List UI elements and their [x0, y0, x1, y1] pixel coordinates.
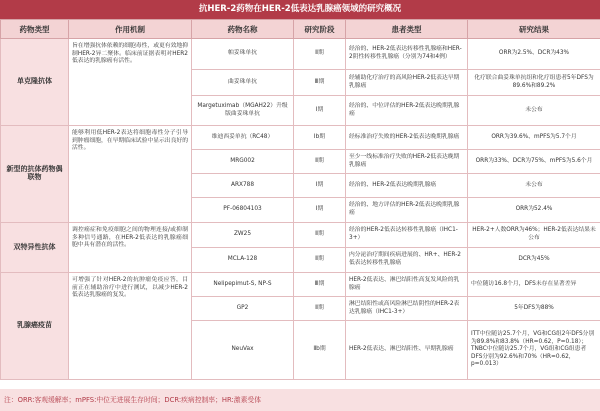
- patient-type: HER-2低表达、淋巴结阳性、早期乳腺癌: [346, 321, 468, 380]
- table-row: [1, 39, 600, 70]
- group-mechanism: 旨在增强抗体依赖的细胞毒性，或更有效地抑制HER-2异二聚体。临床前证据表明对HER2低表达的乳腺癌有活性。: [69, 39, 192, 126]
- study-phase: Ⅱ期: [294, 297, 346, 321]
- study-table: [0, 19, 600, 380]
- header-patients: 患者类型: [346, 20, 468, 39]
- drug-name: Margetuximab（MGAH22）升级版曲妥珠单抗: [192, 96, 294, 126]
- drug-name: PF-06804103: [192, 198, 294, 223]
- header-results: 研究结果: [468, 20, 600, 39]
- study-phase: Ⅰ期: [294, 96, 346, 126]
- drug-name: NeuVax: [192, 321, 294, 380]
- study-result: ITT中位随访25.7个月，VG和CG组2年DFS分别为89.8%和83.8%（HR=0.62，P=0.18）；TNBC中位随访25.7个月，VG组和CG组患者DFS分别为92.6%和70%（HR=0.62，p=0.013）: [468, 321, 600, 380]
- table-row: [1, 273, 600, 297]
- drug-name: MCLA-128: [192, 248, 294, 273]
- header-drug: 药物名称: [192, 20, 294, 39]
- study-result: 未公布: [468, 96, 600, 126]
- patient-type: 内分泌治疗期间疾病进展的、HR+、HER-2低表达转移性乳腺癌: [346, 248, 468, 273]
- patient-type: 经治的、HER-2低表达转移性乳腺癌和HER-2阴性转移性乳腺癌（分别为74和4例）: [346, 39, 468, 70]
- study-result: 未公布: [468, 174, 600, 198]
- drug-name: 维迪西妥单抗（RC48）: [192, 126, 294, 150]
- drug-name: GP2: [192, 297, 294, 321]
- study-phase: Ⅱb期: [294, 321, 346, 380]
- patient-type: 淋巴结阳性或高风险淋巴结阴性的HER-2表达乳腺癌（IHC1-3+）: [346, 297, 468, 321]
- study-phase: Ⅱ期: [294, 39, 346, 70]
- study-result: ORR为2.5%、DCR为43%: [468, 39, 600, 70]
- study-result: ORR为39.6%、mPFS为5.7个月: [468, 126, 600, 150]
- patient-type: 经治的、HER-2低表达晚期乳腺癌: [346, 174, 468, 198]
- study-result: 5年DFS为88%: [468, 297, 600, 321]
- study-phase: Ⅰ期: [294, 174, 346, 198]
- group-category: 乳腺癌疫苗: [1, 273, 69, 380]
- group-mechanism: 调控癌症和免疫细胞之间的物理连接/或抑制多种信号通路，在HER-2低表达的乳腺癌细胞中具有潜在的活性。: [69, 223, 192, 273]
- study-result: ORR为33%、DCR为75%、mPFS为5.6个月: [468, 150, 600, 174]
- header-mechanism: 作用机制: [69, 20, 192, 39]
- drug-name: 曲妥珠单抗: [192, 70, 294, 96]
- study-result: HER-2+人数ORR为46%；HER-2低表达结果未公布: [468, 223, 600, 248]
- patient-type: 至少一线标准治疗失败的HER-2低表达晚期乳腺癌: [346, 150, 468, 174]
- drug-name: Nelipepimut-S, NP-S: [192, 273, 294, 297]
- patient-type: 经治的HER-2低表达转移性乳腺癌（IHC1-3+）: [346, 223, 468, 248]
- patient-type: HER-2低表达、淋巴结阳性高复发风险的乳腺癌: [346, 273, 468, 297]
- group-category: 单克隆抗体: [1, 39, 69, 126]
- footnote: 注：ORR:客观缓解率；mPFS:中位无进展生存时间；DCR:疾病控制率；HR:激素受体: [0, 389, 600, 411]
- header-row: [1, 20, 600, 39]
- study-phase: Ⅰb期: [294, 126, 346, 150]
- patient-type: 经标准治疗失败的HER-2低表达晚期乳腺癌: [346, 126, 468, 150]
- study-phase: Ⅰ期: [294, 198, 346, 223]
- patient-type: 经治的、地方评估的HER-2低表达晚期乳腺癌: [346, 198, 468, 223]
- drug-name: ZW25: [192, 223, 294, 248]
- study-phase: Ⅱ期: [294, 150, 346, 174]
- drug-name: MRG002: [192, 150, 294, 174]
- study-result: DCR为45%: [468, 248, 600, 273]
- study-phase: Ⅱ期: [294, 248, 346, 273]
- drug-name: 帕妥珠单抗: [192, 39, 294, 70]
- group-category: 双特异性抗体: [1, 223, 69, 273]
- table-title: 抗HER-2药物在HER-2低表达乳腺癌领域的研究概况: [0, 0, 600, 19]
- study-result: 中位随访16.8个月，DFS未存在显著差异: [468, 273, 600, 297]
- table-row: [1, 223, 600, 248]
- group-mechanism: 能够利用低HER-2表达将细胞毒性分子引导到肿瘤细胞，在早期临床试验中显示出良好的活性。: [69, 126, 192, 223]
- table-row: [1, 126, 600, 150]
- group-category: 新型的抗体药物偶联物: [1, 126, 69, 223]
- group-mechanism: 可增强了针对HER-2的抗肿瘤免疫应答，目前正在辅助治疗中进行测试，以减少HER-2低表达乳腺癌的复发。: [69, 273, 192, 380]
- patient-type: 经治的、中位评估的HER-2低表达晚期乳腺癌: [346, 96, 468, 126]
- study-result: ORR为52.4%: [468, 198, 600, 223]
- patient-type: 经辅助化疗治疗的高风险HER-2低表达早期乳腺癌: [346, 70, 468, 96]
- drug-name: ARX788: [192, 174, 294, 198]
- header-phase: 研究阶段: [294, 20, 346, 39]
- study-phase: Ⅲ期: [294, 273, 346, 297]
- header-category: 药物类型: [1, 20, 69, 39]
- study-phase: Ⅱ期: [294, 223, 346, 248]
- study-phase: Ⅲ期: [294, 70, 346, 96]
- study-result: 化疗联合曲妥珠单抗组和化疗组患者5年DFS为89.6%和89.2%: [468, 70, 600, 96]
